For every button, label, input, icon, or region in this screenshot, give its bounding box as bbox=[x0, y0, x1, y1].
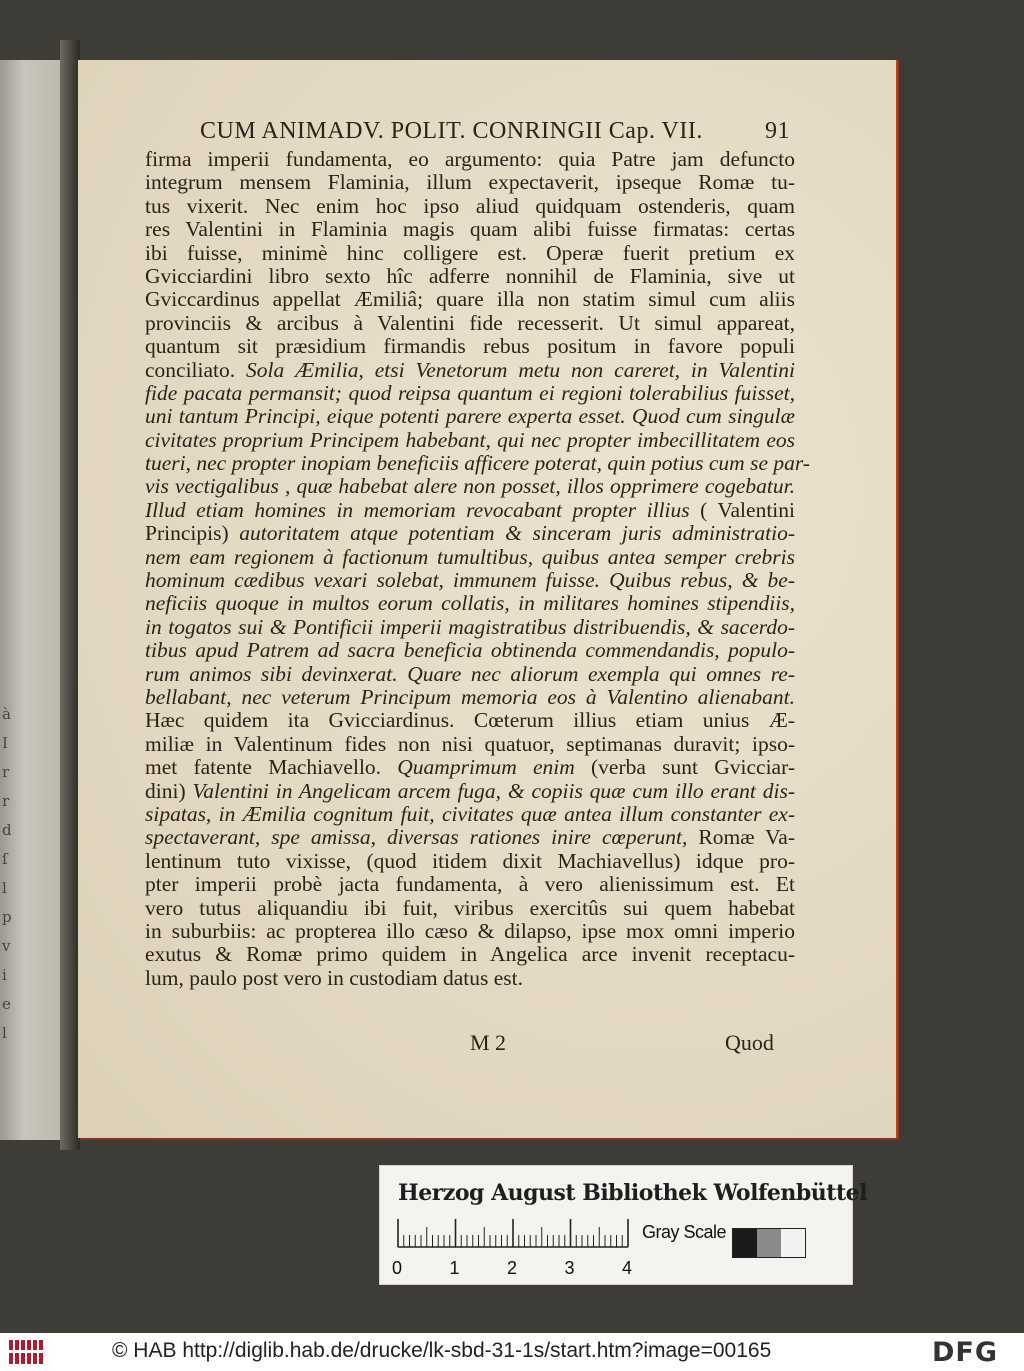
margin-letter: v bbox=[2, 937, 11, 955]
text-line bbox=[145, 451, 810, 476]
text-line bbox=[145, 382, 795, 405]
running-head-title: CUM ANIMADV. POLIT. CONRINGII Cap. VII. bbox=[200, 118, 703, 144]
text-line bbox=[145, 873, 795, 896]
text-line bbox=[145, 780, 795, 803]
ruler-number: 2 bbox=[507, 1258, 518, 1278]
text-line bbox=[145, 663, 795, 686]
footer-bar bbox=[0, 1333, 1024, 1371]
roman-text: (verba sunt Gvicciar- bbox=[591, 755, 795, 780]
text-line bbox=[145, 967, 795, 990]
italic-text: Illud etiam homines in memoriam revocabant propter illius bbox=[145, 497, 701, 522]
text-line bbox=[145, 312, 795, 335]
italic-text: bellabant, nec veterum Principum memoria eos à Valentino alienabant. bbox=[145, 684, 795, 709]
roman-text: quantum sit præsidium firmandis rebus positum in favore populi bbox=[145, 334, 795, 359]
italic-text: fide pacata permansit; quod reipsa quantum ei regioni tolerabilius fuisset, bbox=[145, 380, 795, 405]
ruler-number: 0 bbox=[392, 1258, 403, 1278]
text-line bbox=[145, 733, 795, 756]
italic-text: Sola Æmilia, etsi Venetorum metu non careret, in Valentini bbox=[246, 357, 795, 382]
ruler-number: 4 bbox=[622, 1258, 633, 1278]
italic-text: autoritatem atque potentiam & sinceram juris administratio- bbox=[239, 521, 795, 546]
margin-letter: l bbox=[2, 1024, 7, 1042]
gray-swatch bbox=[781, 1229, 805, 1257]
roman-text: lentinum tuto vixisse, (quod itidem dixit Machiavellus) idque pro- bbox=[145, 848, 795, 873]
margin-letter: i bbox=[2, 966, 7, 984]
text-line bbox=[145, 288, 795, 311]
ruler-number: 1 bbox=[449, 1258, 460, 1278]
margin-letter: e bbox=[2, 995, 11, 1013]
page-number: 91 bbox=[765, 118, 790, 144]
text-line bbox=[145, 592, 795, 615]
italic-text: spectaverant, spe amissa, diversas rationes inire cœperunt, bbox=[145, 825, 699, 850]
roman-text: tus vixerit. Nec enim hoc ipso aliud quidquam ostenderis, quam bbox=[145, 193, 795, 218]
roman-text: vero tutus aliquandiu ibi fuit, viribus exercitûs sui quem habebat bbox=[145, 895, 795, 920]
italic-text: Quamprimum enim bbox=[397, 755, 592, 780]
roman-text: miliæ in Valentinum fides non nisi quatuor, septimanas duravit; ipso- bbox=[145, 731, 795, 756]
italic-text: tueri, nec propter inopiam beneficiis afficere poterat, quin potius cum se par- bbox=[145, 451, 810, 476]
text-line bbox=[145, 826, 795, 849]
margin-letter: r bbox=[2, 763, 10, 781]
margin-letter: ſ bbox=[2, 850, 8, 868]
dfg-logo: DFG bbox=[932, 1337, 999, 1368]
hab-logo-icon bbox=[8, 1338, 44, 1366]
catchword: Quod bbox=[725, 1030, 774, 1055]
text-line bbox=[145, 359, 795, 382]
roman-text: Gviccardinus appellat Æmiliâ; quare illa non statim simul cum aliis bbox=[145, 287, 795, 312]
library-color-card bbox=[380, 1166, 867, 1284]
roman-text: conciliato. bbox=[145, 357, 247, 382]
text-line bbox=[145, 148, 795, 171]
roman-text: ( Valentini bbox=[700, 497, 795, 522]
text-line bbox=[145, 756, 795, 779]
roman-text: exutus & Romæ primo quidem in Angelica arce invenit receptacu- bbox=[145, 942, 795, 967]
text-line bbox=[145, 943, 795, 966]
roman-text: Gvicciardini libro sexto hîc adferre nonnihil de Flaminia, sive ut bbox=[145, 263, 795, 288]
left-page-margin-text bbox=[2, 700, 20, 1048]
text-line bbox=[145, 803, 795, 826]
signature-mark: M 2 bbox=[470, 1030, 507, 1055]
margin-letter: I bbox=[2, 734, 8, 752]
margin-letter: d bbox=[2, 821, 12, 839]
text-line bbox=[145, 405, 795, 428]
text-line bbox=[145, 546, 795, 569]
italic-text: nem eam regionem à factionum tumultibus, quibus antea semper crebris bbox=[145, 544, 795, 569]
footer-copyright-url[interactable]: © HAB http://diglib.hab.de/drucke/lk-sbd-31-1s/start.htm?image=00165 bbox=[112, 1339, 772, 1362]
text-line bbox=[145, 616, 795, 639]
text-line bbox=[145, 195, 795, 218]
text-line bbox=[145, 897, 795, 920]
italic-text: uni tantum Principi, eique potenti parere experta esset. Quod cum singulæ bbox=[145, 404, 795, 429]
italic-text: vis vectigalibus , quæ habebat alere non posset, illos opprimere cogebatur. bbox=[145, 474, 795, 499]
italic-text: sipatas, in Æmilia cognitum fuit, civitates quæ antea illum constanter ex- bbox=[145, 801, 795, 826]
roman-text: Romæ Va- bbox=[698, 825, 795, 850]
roman-text: met fatente Machiavello. bbox=[145, 755, 398, 780]
text-line bbox=[145, 709, 795, 732]
italic-text: hominum cædibus vexari solebat, immunem fuisse. Quibus rebus, & be- bbox=[145, 568, 795, 593]
roman-text: integrum mensem Flaminia, illum expectaverit, ipseque Romæ tu- bbox=[145, 170, 795, 195]
gray-swatch bbox=[757, 1229, 781, 1257]
book-gutter bbox=[60, 40, 80, 1150]
italic-text: Valentini in Angelicam arcem fuga, & copiis quæ cum illo erant dis- bbox=[192, 778, 795, 803]
text-line bbox=[145, 171, 795, 194]
text-line bbox=[145, 920, 795, 943]
text-line bbox=[145, 850, 795, 873]
roman-text: provinciis & arcibus à Valentini fide recesserit. Ut simul appareat, bbox=[145, 310, 795, 335]
text-line bbox=[145, 218, 795, 241]
roman-text: pter imperii probè jacta fundamenta, à vero alienissimum est. Et bbox=[145, 872, 795, 897]
text-line bbox=[145, 335, 795, 358]
margin-letter: à bbox=[2, 705, 11, 723]
margin-letter: l bbox=[2, 879, 7, 897]
margin-letter: r bbox=[2, 792, 10, 810]
text-line bbox=[145, 499, 795, 522]
text-line bbox=[145, 475, 795, 498]
gray-swatch bbox=[733, 1229, 757, 1257]
roman-text: in suburbiis: ac propterea illo cæso & dilapso, ipse mox omni imperio bbox=[145, 918, 795, 943]
italic-text: in togatos sui & Pontificii imperii magistratibus distribuendis, & sacerdo- bbox=[145, 614, 795, 639]
text-line bbox=[145, 686, 795, 709]
italic-text: civitates proprium Principem habebant, qui nec propter imbecillitatem eos bbox=[145, 427, 795, 452]
roman-text: dini) bbox=[145, 778, 193, 803]
text-line bbox=[145, 522, 795, 545]
library-name: Herzog August Bibliothek Wolfenbüttel bbox=[398, 1180, 867, 1206]
text-line bbox=[145, 569, 795, 592]
roman-text: firma imperii fundamenta, eo argumento: quia Patre jam defuncto bbox=[145, 147, 795, 171]
running-head bbox=[200, 118, 790, 150]
gray-scale-swatches bbox=[732, 1228, 806, 1258]
italic-text: rum animos sibi devinxerat. Quare nec aliorum exempla qui omnes re- bbox=[145, 661, 795, 686]
ruler-number: 3 bbox=[564, 1258, 575, 1278]
roman-text: Hæc quidem ita Gvicciardinus. Cœterum illius etiam unius Æ- bbox=[145, 708, 795, 733]
gray-scale-label: Gray Scale bbox=[642, 1222, 727, 1242]
italic-text: tibus apud Patrem ad sacra beneficia obtinenda commendandis, populo- bbox=[145, 638, 795, 663]
margin-letter: p bbox=[2, 908, 12, 926]
text-line bbox=[145, 429, 795, 452]
text-line bbox=[145, 639, 795, 662]
roman-text: res Valentini in Flaminia magis quam alibi fuisse firmatas: certas bbox=[145, 217, 795, 242]
ruler-scale bbox=[396, 1218, 630, 1248]
roman-text: lum, paulo post vero in custodiam datus est. bbox=[145, 965, 523, 990]
body-text bbox=[145, 147, 810, 990]
roman-text: ibi fuisse, minimè hinc colligere est. Operæ fuerit pretium ex bbox=[145, 240, 795, 265]
roman-text: Principis) bbox=[145, 521, 240, 546]
italic-text: neficiis quoque in multos eorum collatis, in militares homines stipendiis, bbox=[145, 591, 795, 616]
text-line bbox=[145, 242, 795, 265]
text-line bbox=[145, 265, 795, 288]
